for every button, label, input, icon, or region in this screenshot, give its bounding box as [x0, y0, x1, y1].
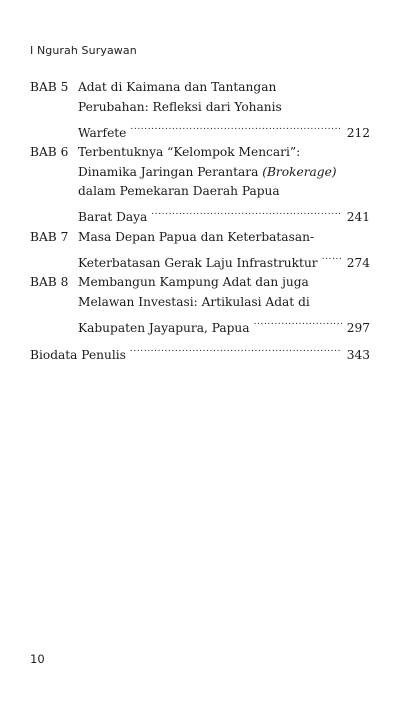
title-line: Adat di Kaimana dan Tantangan	[78, 80, 277, 94]
dot-leader	[151, 202, 342, 222]
title-line: Barat Daya	[78, 210, 148, 224]
dot-leader	[130, 339, 342, 359]
toc-entry-bab8	[30, 273, 370, 338]
chapter-number: BAB 8	[30, 275, 69, 289]
page-reference: 343	[346, 347, 370, 362]
toc-entry-bab5	[30, 78, 370, 143]
dot-leader	[322, 247, 342, 267]
biodata-label: Biodata Penulis	[30, 347, 126, 362]
running-head-author: I Ngurah Suryawan	[30, 44, 137, 57]
title-line: Melawan Investasi: Artikulasi Adat di	[78, 294, 310, 309]
chapter-title	[78, 78, 370, 143]
title-line	[78, 163, 370, 183]
title-line: Perubahan: Refleksi dari Yohanis	[78, 99, 282, 114]
page-number: 10	[30, 652, 45, 666]
page-reference: 241	[346, 210, 370, 224]
chapter-number: BAB 6	[30, 145, 69, 159]
title-line: Masa Depan Papua dan Keterbatasan-	[78, 229, 315, 244]
toc-entry-biodata	[30, 339, 370, 365]
table-of-contents	[30, 78, 370, 338]
title-last-line	[78, 312, 370, 338]
page-reference: 297	[346, 320, 370, 335]
dot-leader	[254, 312, 342, 332]
title-line: Terbentuknya “Kelompok Mencari”:	[78, 145, 301, 159]
title-line: Keterbatasan Gerak Laju Infrastruktur	[78, 255, 318, 270]
page-reference: 274	[346, 255, 370, 270]
toc-entry-bab7	[30, 228, 370, 274]
title-line: dalam Pemekaran Daerah Papua	[78, 184, 280, 198]
toc-entry-bab6	[30, 143, 370, 228]
title-line: Warfete	[78, 125, 127, 140]
title-line: Membangun Kampung Adat dan juga	[78, 275, 309, 289]
chapter-title	[78, 228, 370, 274]
title-last-line	[78, 117, 370, 143]
chapter-title	[78, 273, 370, 338]
title-last-line	[78, 247, 370, 273]
dot-leader	[130, 117, 342, 137]
title-line: Kabupaten Jayapura, Papua	[78, 320, 250, 335]
biodata-line	[30, 339, 370, 365]
title-last-line	[78, 202, 370, 228]
italic-term: (Brokerage)	[262, 164, 337, 179]
title-line-text: Dinamika Jaringan Perantara	[78, 164, 263, 179]
page-reference: 212	[346, 125, 370, 140]
chapter-number: BAB 7	[30, 229, 69, 244]
chapter-title	[78, 143, 370, 228]
chapter-number: BAB 5	[30, 80, 69, 94]
